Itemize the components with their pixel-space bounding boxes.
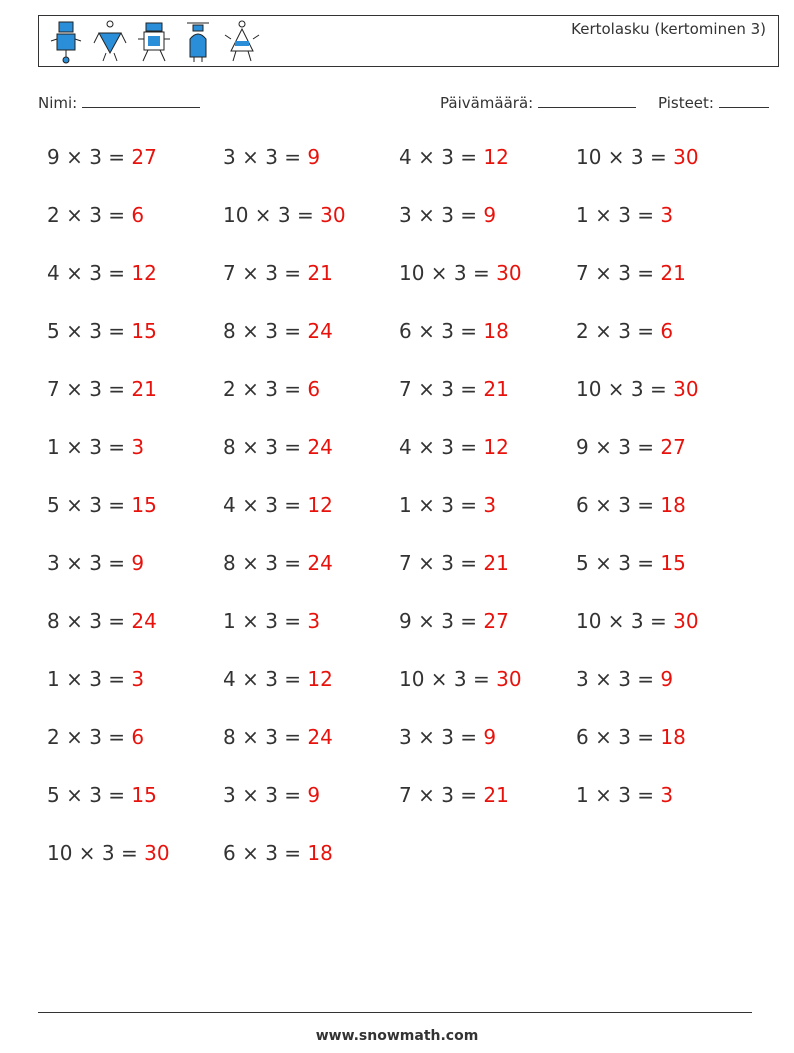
problem-question: 8 × 3 = xyxy=(223,319,308,343)
date-line xyxy=(538,93,636,108)
problem-cell xyxy=(399,203,496,227)
problem-answer: 21 xyxy=(131,377,157,401)
problem-answer: 21 xyxy=(660,261,686,285)
problem-cell xyxy=(576,667,673,691)
problem-cell xyxy=(399,725,496,749)
problem-row xyxy=(47,609,757,667)
problem-cell xyxy=(47,493,157,517)
problem-answer: 9 xyxy=(483,203,497,227)
problem-question: 9 × 3 = xyxy=(399,609,484,633)
problem-question: 7 × 3 = xyxy=(223,261,308,285)
problem-row xyxy=(47,261,757,319)
problem-cell xyxy=(47,145,157,169)
problem-answer: 18 xyxy=(483,319,509,343)
problem-cell xyxy=(576,493,686,517)
problem-question: 10 × 3 = xyxy=(576,609,674,633)
footer-url: www.snowmath.com xyxy=(315,1028,479,1044)
problem-cell xyxy=(223,667,333,691)
problem-question: 2 × 3 = xyxy=(47,203,132,227)
problem-answer: 12 xyxy=(131,261,157,285)
problem-row xyxy=(47,725,757,783)
robot-icon-1 xyxy=(47,19,85,65)
problem-question: 8 × 3 = xyxy=(223,435,308,459)
problem-question: 5 × 3 = xyxy=(47,493,132,517)
problem-question: 3 × 3 = xyxy=(399,725,484,749)
problem-answer: 3 xyxy=(660,783,674,807)
problem-answer: 21 xyxy=(483,377,509,401)
date-field xyxy=(440,93,636,112)
problem-answer: 21 xyxy=(483,551,509,575)
problem-question: 8 × 3 = xyxy=(223,551,308,575)
problem-answer: 30 xyxy=(496,261,522,285)
problem-cell xyxy=(223,145,320,169)
problem-cell xyxy=(47,261,157,285)
problem-question: 7 × 3 = xyxy=(399,377,484,401)
problem-question: 4 × 3 = xyxy=(399,435,484,459)
problem-answer: 9 xyxy=(660,667,674,691)
problem-cell xyxy=(47,551,144,575)
problem-answer: 24 xyxy=(131,609,157,633)
problem-question: 10 × 3 = xyxy=(576,145,674,169)
problem-answer: 24 xyxy=(307,551,333,575)
problem-question: 6 × 3 = xyxy=(576,493,661,517)
problem-question: 10 × 3 = xyxy=(576,377,674,401)
problem-question: 1 × 3 = xyxy=(399,493,484,517)
problem-row xyxy=(47,667,757,725)
problem-answer: 27 xyxy=(131,145,157,169)
problem-answer: 6 xyxy=(660,319,674,343)
problem-cell xyxy=(223,377,320,401)
problem-cell xyxy=(223,783,320,807)
problem-cell xyxy=(399,493,496,517)
problem-question: 9 × 3 = xyxy=(47,145,132,169)
problem-question: 5 × 3 = xyxy=(47,783,132,807)
problem-row xyxy=(47,493,757,551)
problem-cell xyxy=(223,319,333,343)
robot-icon-5 xyxy=(223,19,261,65)
problem-question: 3 × 3 = xyxy=(223,783,308,807)
problem-answer: 27 xyxy=(483,609,509,633)
problem-cell xyxy=(47,667,144,691)
problem-answer: 24 xyxy=(307,319,333,343)
problem-question: 4 × 3 = xyxy=(399,145,484,169)
header-box xyxy=(38,15,779,67)
problem-row xyxy=(47,841,757,899)
footer-divider xyxy=(38,1012,752,1013)
problem-cell xyxy=(576,551,686,575)
robot-icon-2 xyxy=(91,19,129,65)
problem-question: 3 × 3 = xyxy=(47,551,132,575)
problem-question: 10 × 3 = xyxy=(223,203,321,227)
problem-row xyxy=(47,435,757,493)
problem-cell xyxy=(47,609,157,633)
problem-row xyxy=(47,319,757,377)
problem-answer: 15 xyxy=(131,493,157,517)
problem-answer: 18 xyxy=(660,493,686,517)
problem-cell xyxy=(223,493,333,517)
problem-question: 1 × 3 = xyxy=(47,435,132,459)
problem-question: 4 × 3 = xyxy=(223,667,308,691)
problem-answer: 3 xyxy=(131,435,145,459)
problem-answer: 30 xyxy=(320,203,346,227)
problem-cell xyxy=(576,377,699,401)
score-label: Pisteet: xyxy=(658,94,714,112)
problem-question: 5 × 3 = xyxy=(576,551,661,575)
problem-answer: 18 xyxy=(660,725,686,749)
problem-row xyxy=(47,203,757,261)
problem-cell xyxy=(399,783,509,807)
problem-answer: 15 xyxy=(660,551,686,575)
robot-icon-4 xyxy=(179,19,217,65)
problem-answer: 30 xyxy=(673,609,699,633)
problem-answer: 3 xyxy=(131,667,145,691)
problem-answer: 21 xyxy=(483,783,509,807)
problem-question: 7 × 3 = xyxy=(399,783,484,807)
problem-cell xyxy=(47,841,170,865)
problem-row xyxy=(47,551,757,609)
problem-question: 4 × 3 = xyxy=(47,261,132,285)
problem-answer: 9 xyxy=(483,725,497,749)
problem-cell xyxy=(223,261,333,285)
name-label: Nimi: xyxy=(38,94,78,112)
problem-cell xyxy=(399,319,509,343)
problem-answer: 30 xyxy=(673,145,699,169)
problem-answer: 27 xyxy=(660,435,686,459)
problem-answer: 6 xyxy=(131,725,145,749)
problem-cell xyxy=(47,377,157,401)
problem-answer: 15 xyxy=(131,319,157,343)
problem-cell xyxy=(576,261,686,285)
problem-cell xyxy=(576,145,699,169)
robot-icons xyxy=(47,19,261,65)
problem-cell xyxy=(223,203,346,227)
problem-answer: 9 xyxy=(307,145,321,169)
problem-question: 1 × 3 = xyxy=(223,609,308,633)
problem-question: 6 × 3 = xyxy=(576,725,661,749)
problem-question: 7 × 3 = xyxy=(576,261,661,285)
problem-cell xyxy=(399,435,509,459)
problem-cell xyxy=(576,203,673,227)
problem-cell xyxy=(399,145,509,169)
problem-cell xyxy=(576,319,673,343)
problem-question: 6 × 3 = xyxy=(223,841,308,865)
problem-question: 3 × 3 = xyxy=(399,203,484,227)
problem-cell xyxy=(399,609,509,633)
problem-cell xyxy=(223,551,333,575)
problem-cell xyxy=(576,435,686,459)
problem-answer: 24 xyxy=(307,725,333,749)
date-label: Päivämäärä: xyxy=(440,94,534,112)
problem-cell xyxy=(47,435,144,459)
problem-question: 9 × 3 = xyxy=(576,435,661,459)
problem-cell xyxy=(47,203,144,227)
problem-cell xyxy=(223,609,320,633)
problem-cell xyxy=(399,261,522,285)
worksheet-title: Kertolasku (kertominen 3) xyxy=(571,20,766,38)
problem-cell xyxy=(399,377,509,401)
name-line xyxy=(82,93,200,108)
problem-question: 8 × 3 = xyxy=(47,609,132,633)
problem-question: 7 × 3 = xyxy=(399,551,484,575)
name-field xyxy=(38,93,200,112)
problem-cell xyxy=(576,725,686,749)
problem-question: 10 × 3 = xyxy=(47,841,145,865)
problem-cell xyxy=(223,435,333,459)
problem-question: 2 × 3 = xyxy=(576,319,661,343)
problem-answer: 18 xyxy=(307,841,333,865)
problem-question: 2 × 3 = xyxy=(47,725,132,749)
score-field xyxy=(658,93,769,112)
problem-row xyxy=(47,783,757,841)
problem-cell xyxy=(47,725,144,749)
problem-cell xyxy=(576,609,699,633)
problem-question: 2 × 3 = xyxy=(223,377,308,401)
problem-question: 3 × 3 = xyxy=(576,667,661,691)
robot-icon-3 xyxy=(135,19,173,65)
problem-answer: 9 xyxy=(307,783,321,807)
problem-answer: 30 xyxy=(144,841,170,865)
problem-answer: 12 xyxy=(483,145,509,169)
problem-grid xyxy=(47,145,757,899)
problem-answer: 3 xyxy=(483,493,497,517)
problem-cell xyxy=(399,667,522,691)
problem-answer: 6 xyxy=(307,377,321,401)
problem-question: 3 × 3 = xyxy=(223,145,308,169)
problem-answer: 12 xyxy=(307,667,333,691)
problem-answer: 24 xyxy=(307,435,333,459)
problem-cell xyxy=(47,319,157,343)
problem-row xyxy=(47,145,757,203)
problem-cell xyxy=(223,841,333,865)
problem-answer: 3 xyxy=(660,203,674,227)
problem-answer: 30 xyxy=(496,667,522,691)
problem-question: 1 × 3 = xyxy=(576,203,661,227)
problem-answer: 30 xyxy=(673,377,699,401)
problem-question: 7 × 3 = xyxy=(47,377,132,401)
problem-cell xyxy=(399,551,509,575)
problem-answer: 3 xyxy=(307,609,321,633)
score-line xyxy=(719,93,769,108)
problem-question: 4 × 3 = xyxy=(223,493,308,517)
problem-answer: 21 xyxy=(307,261,333,285)
problem-question: 6 × 3 = xyxy=(399,319,484,343)
problem-question: 8 × 3 = xyxy=(223,725,308,749)
problem-answer: 12 xyxy=(483,435,509,459)
problem-cell xyxy=(223,725,333,749)
problem-answer: 9 xyxy=(131,551,145,575)
problem-row xyxy=(47,377,757,435)
problem-question: 1 × 3 = xyxy=(576,783,661,807)
problem-cell xyxy=(576,783,673,807)
problem-answer: 12 xyxy=(307,493,333,517)
problem-question: 10 × 3 = xyxy=(399,667,497,691)
problem-answer: 15 xyxy=(131,783,157,807)
problem-question: 10 × 3 = xyxy=(399,261,497,285)
problem-cell xyxy=(47,783,157,807)
problem-question: 5 × 3 = xyxy=(47,319,132,343)
problem-answer: 6 xyxy=(131,203,145,227)
problem-question: 1 × 3 = xyxy=(47,667,132,691)
